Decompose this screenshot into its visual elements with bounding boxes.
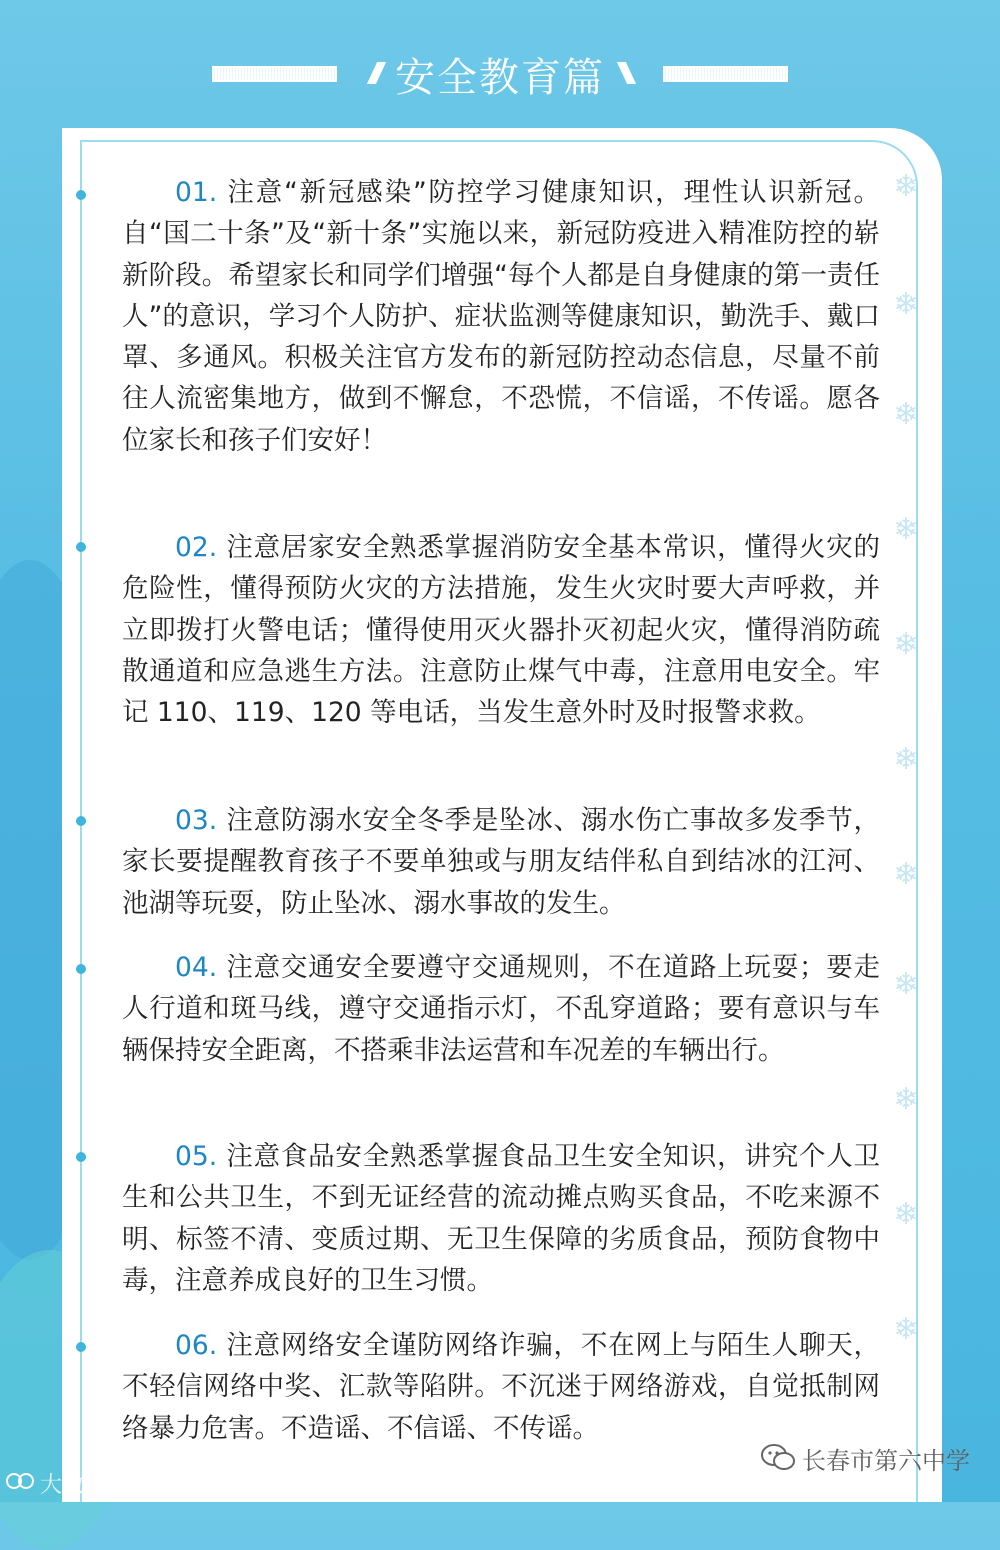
bullet-dot — [76, 1342, 86, 1352]
item-text: 注意交通安全要遵守交通规则，不在道路上玩耍；要走人行道和斑马线，遵守交通指示灯，不乱穿道路；要有意识与车辆保持安全距离，不搭乘非法运营和车况差的车辆出行。 — [122, 952, 880, 1066]
header-decor-bar-right — [663, 66, 788, 82]
snowflake-icon: ❄ — [893, 512, 919, 547]
section-header — [0, 38, 1000, 110]
snowflake-icon: ❄ — [893, 742, 919, 777]
item-text: 注意网络安全谨防网络诈骗，不在网上与陌生人聊天，不轻信网络中奖、汇款等陷阱。不沉迷于网络游戏，自觉抵制网络暴力危害。不造谣、不信谣、不传谣。 — [122, 1330, 880, 1444]
snowflake-icon: ❄ — [893, 1312, 919, 1347]
safety-item-6 — [122, 1325, 880, 1449]
snowflake-icon: ❄ — [893, 397, 919, 432]
watermark-text-left: 大数跨境 — [40, 1473, 129, 1498]
item-number: 05. — [175, 1141, 218, 1172]
safety-item-3 — [122, 800, 880, 924]
item-number: 06. — [175, 1330, 218, 1361]
snowflake-icon: ❄ — [893, 1082, 919, 1117]
safety-item-4 — [122, 947, 880, 1071]
bullet-dot — [76, 542, 86, 552]
bullet-dot — [76, 964, 86, 974]
item-text: 注意食品安全熟悉掌握食品卫生安全知识，讲究个人卫生和公共卫生，不到无证经营的流动摊点购买食品，不吃来源不明、标签不清、变质过期、无卫生保障的劣质食品，预防食物中毒，注意养成良好的卫生习惯。 — [122, 1141, 880, 1296]
snowflake-icon: ❄ — [893, 967, 919, 1002]
safety-item-2 — [122, 527, 880, 733]
watermark-text-right: 长春市第六中学 — [802, 1446, 970, 1475]
item-text: 注意居家安全熟悉掌握消防安全基本常识，懂得火灾的危险性，懂得预防火灾的方法措施，发生火灾时要大声呼救，并立即拨打火警电话；懂得使用灭火器扑灭初起火灾，懂得消防疏散通道和应急逃生方法。注意防止煤气中毒，注意用电安全。牢记 110、119、120 等电话，当发生意外时及时报警求救。 — [122, 532, 880, 729]
item-text: 注意“新冠感染”防控学习健康知识，理性认识新冠。自“国二十条”及“新十条”实施以来，新冠防疫进入精准防控的崭新阶段。希望家长和同学们增强“每个人都是自身健康的第一责任人”的意识，学习个人防护、症状监测等健康知识，勤洗手、戴口罩、多通风。积极关注官方发布的新冠防控动态信息，尽量不前往人流密集地方，做到不懈怠，不恐慌，不信谣，不传谣。愿各位家长和孩子们安好！ — [122, 177, 880, 456]
item-number: 04. — [175, 952, 218, 983]
snowflake-icon: ❄ — [893, 857, 919, 892]
page-title: 安全教育篇 — [395, 55, 605, 101]
wechat-watermark — [760, 1438, 970, 1478]
snowflake-icon: ❄ — [893, 1197, 919, 1232]
wechat-icon — [760, 1443, 796, 1473]
safety-item-1 — [122, 172, 880, 461]
header-decor-bar-left — [212, 66, 337, 82]
bullet-dot — [76, 816, 86, 826]
bullet-dot — [76, 190, 86, 200]
item-number: 01. — [175, 177, 218, 208]
item-number: 02. — [175, 532, 218, 563]
snowflake-icon: ❄ — [893, 627, 919, 662]
bullet-dot — [76, 1152, 86, 1162]
item-number: 03. — [175, 805, 218, 836]
snowflake-icon: ❄ — [893, 287, 919, 322]
item-text: 注意防溺水安全冬季是坠冰、溺水伤亡事故多发季节，家长要提醒教育孩子不要单独或与朋友结伴私自到结冰的江河、池湖等玩耍，防止坠冰、溺水事故的发生。 — [122, 805, 880, 919]
safety-item-5 — [122, 1136, 880, 1301]
watermark-logo-icon — [6, 1470, 34, 1492]
snowflake-icon: ❄ — [893, 169, 919, 204]
